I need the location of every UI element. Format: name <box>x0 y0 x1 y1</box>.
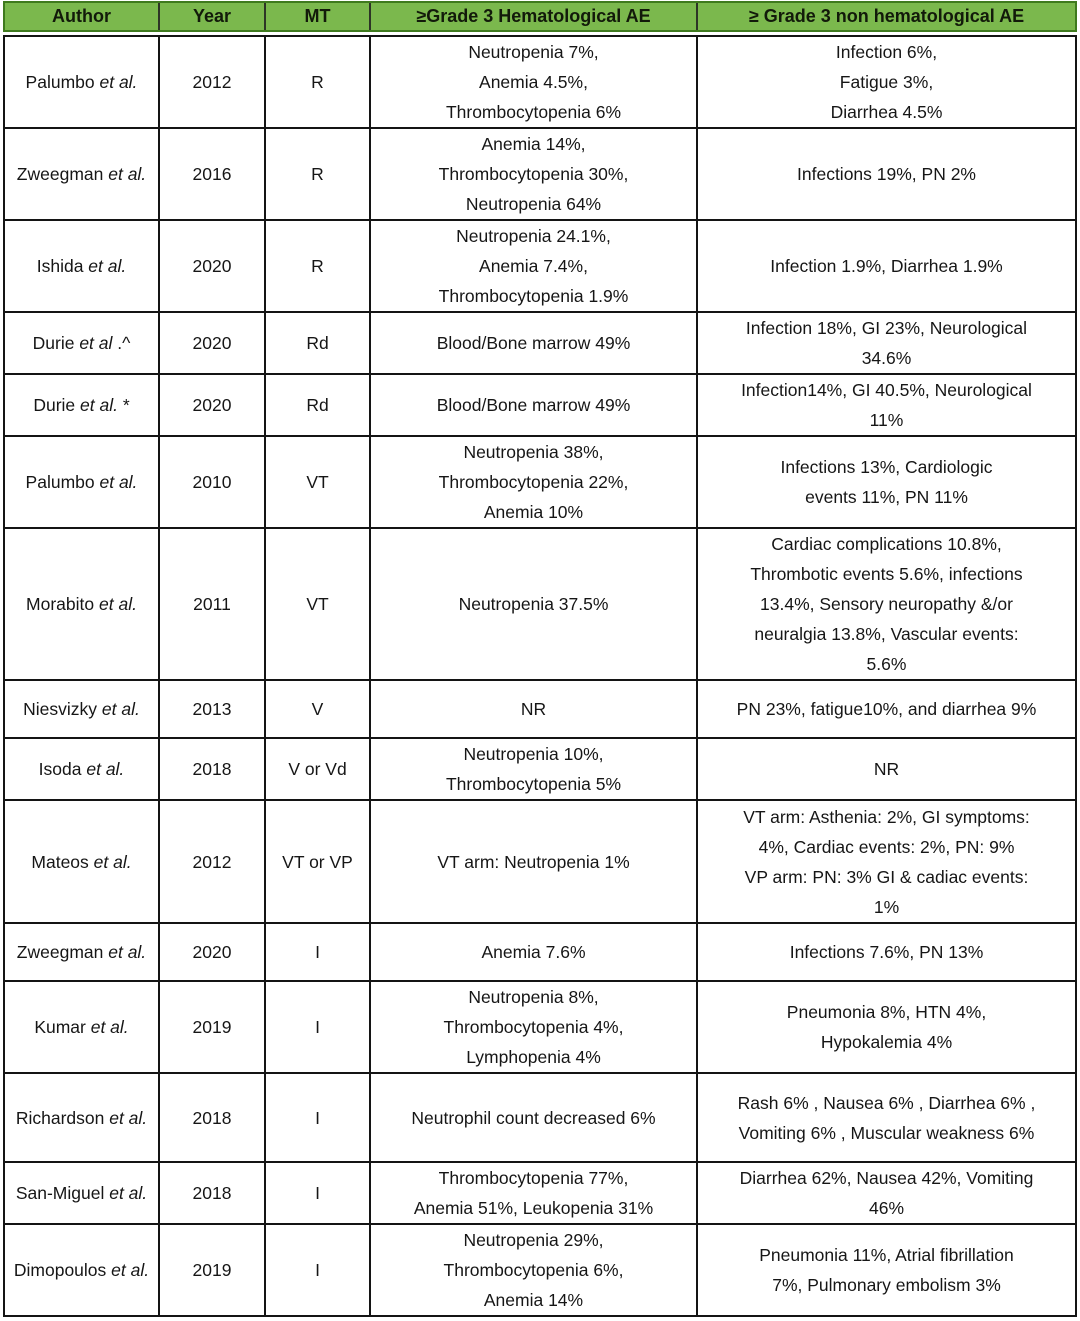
hematological-ae-cell <box>370 800 697 923</box>
ae-line: Vomiting 6% , Muscular weakness 6% <box>738 1122 1035 1143</box>
non-hematological-ae-cell <box>697 1162 1076 1224</box>
hematological-ae-cell <box>370 738 697 800</box>
ae-line: Diarrhea 4.5% <box>830 102 943 122</box>
hematological-ae-cell <box>370 923 697 981</box>
ae-line: Thrombocytopenia 6% <box>445 102 622 122</box>
author-cell <box>4 128 159 220</box>
author-et-al: et al. <box>101 699 140 719</box>
author-et-al: et al. <box>99 472 138 492</box>
mt-cell: R <box>265 128 370 220</box>
table-row <box>4 528 1076 680</box>
author-cell <box>4 800 159 923</box>
adverse-events-table <box>3 1 1077 1317</box>
ae-line: Neutropenia 24.1%, <box>456 226 611 246</box>
author-suffix: .^ <box>112 333 131 353</box>
author-et-al: et al <box>79 333 113 353</box>
author-name: Kumar <box>34 1017 91 1037</box>
author-cell <box>4 312 159 374</box>
author-et-al: et al. <box>108 164 147 184</box>
ae-line: Thrombocytopenia 30%, <box>438 164 629 184</box>
ae-line: Neutropenia 38%, <box>463 442 604 462</box>
author-et-al: et al. <box>108 942 147 962</box>
mt-cell: VT or VP <box>265 800 370 923</box>
ae-line: Rash 6% , Nausea 6% , Diarrhea 6% , <box>737 1092 1036 1113</box>
ae-line: Thrombotic events 5.6%, infections <box>750 564 1023 584</box>
author-name: Isoda <box>38 759 87 779</box>
ae-line: VP arm: PN: 3% GI & cadiac events: <box>744 866 1029 887</box>
ae-line: VT arm: Neutropenia 1% <box>437 851 630 872</box>
ae-line: Cardiac complications 10.8%, <box>771 534 1002 554</box>
author-cell <box>4 36 159 128</box>
ae-line: Anemia 4.5%, <box>479 72 588 92</box>
ae-line: Anemia 14%, <box>481 134 586 154</box>
mt-cell: R <box>265 36 370 128</box>
year-cell: 2012 <box>159 800 265 923</box>
ae-line: Neutropenia 8%, <box>468 987 599 1007</box>
author-name: Palumbo <box>25 472 100 492</box>
author-et-al: et al. <box>90 1017 129 1037</box>
ae-line: Fatigue 3%, <box>839 72 934 92</box>
table-row <box>4 1162 1076 1224</box>
author-name: Mateos <box>31 851 94 872</box>
ae-line: Blood/Bone marrow 49% <box>436 333 631 353</box>
ae-line: Anemia 51%, Leukopenia 31% <box>413 1198 654 1218</box>
author-et-al: et al. <box>88 256 127 276</box>
ae-line: Thrombocytopenia 6%, <box>443 1260 624 1280</box>
table-row <box>4 680 1076 738</box>
table-header-row <box>3 1 1077 32</box>
mt-cell: I <box>265 1073 370 1162</box>
mt-cell: VT <box>265 528 370 680</box>
hematological-ae-cell <box>370 312 697 374</box>
author-cell <box>4 1162 159 1224</box>
table-row <box>4 128 1076 220</box>
mt-cell: Rd <box>265 374 370 436</box>
author-name: San-Miguel <box>15 1183 110 1203</box>
ae-line: Hypokalemia 4% <box>820 1032 953 1052</box>
author-et-al: et al. <box>93 851 132 872</box>
table-row <box>4 1073 1076 1162</box>
author-name: Morabito <box>26 594 99 614</box>
column-header-year: Year <box>160 3 266 30</box>
table-body-grid <box>3 35 1077 1317</box>
ae-line: Blood/Bone marrow 49% <box>436 395 631 415</box>
author-et-al: et al. <box>86 759 125 779</box>
author-suffix: * <box>117 395 130 415</box>
author-name: Palumbo <box>25 72 100 92</box>
table-row <box>4 374 1076 436</box>
ae-line: Thrombocytopenia 77%, <box>438 1168 629 1188</box>
column-header-non-hematological-ae: ≥ Grade 3 non hematological AE <box>748 6 1025 26</box>
hematological-ae-cell <box>370 528 697 680</box>
author-cell <box>4 738 159 800</box>
table-row <box>4 436 1076 528</box>
column-header-mt: MT <box>266 3 371 30</box>
ae-line: neuralgia 13.8%, Vascular events: <box>754 624 1019 644</box>
hematological-ae-cell <box>370 374 697 436</box>
ae-line: Thrombocytopenia 1.9% <box>438 286 629 306</box>
ae-line: NR <box>520 699 547 719</box>
non-hematological-ae-cell <box>697 436 1076 528</box>
table-row <box>4 1224 1076 1316</box>
ae-line: Neutropenia 7%, <box>468 42 599 62</box>
ae-line: Thrombocytopenia 22%, <box>438 472 629 492</box>
non-hematological-ae-cell <box>697 981 1076 1073</box>
year-cell: 2018 <box>159 738 265 800</box>
ae-line: Infection 18%, GI 23%, Neurological <box>745 318 1028 338</box>
author-et-al: et al. <box>111 1260 150 1280</box>
mt-cell: Rd <box>265 312 370 374</box>
ae-line: 34.6% <box>861 348 912 368</box>
author-et-al: et al. <box>109 1183 148 1203</box>
ae-line: Anemia 10% <box>483 502 584 522</box>
author-name: Dimopoulos <box>13 1260 112 1280</box>
author-name: Zweegman <box>16 942 109 962</box>
ae-line: Thrombocytopenia 5% <box>445 774 622 794</box>
ae-line: 11% <box>869 410 904 430</box>
year-cell: 2016 <box>159 128 265 220</box>
hematological-ae-cell <box>370 1224 697 1316</box>
ae-line: Infection 6%, <box>835 42 938 62</box>
author-name: Durie <box>33 395 81 415</box>
mt-cell: V or Vd <box>265 738 370 800</box>
hematological-ae-cell <box>370 36 697 128</box>
table-row <box>4 312 1076 374</box>
non-hematological-ae-cell <box>697 680 1076 738</box>
author-name: Durie <box>32 333 80 353</box>
ae-line: Infections 7.6%, PN 13% <box>789 942 984 962</box>
ae-line: 4%, Cardiac events: 2%, PN: 9% <box>758 836 1015 857</box>
year-cell: 2020 <box>159 923 265 981</box>
hematological-ae-cell <box>370 220 697 312</box>
ae-line: events 11%, PN 11% <box>805 487 968 507</box>
ae-line: Neutropenia 29%, <box>463 1230 604 1250</box>
author-et-al: et al. <box>99 72 138 92</box>
ae-line: Neutropenia 37.5% <box>458 594 609 614</box>
year-cell: 2018 <box>159 1162 265 1224</box>
mt-cell: I <box>265 981 370 1073</box>
non-hematological-ae-cell <box>697 800 1076 923</box>
author-cell <box>4 680 159 738</box>
table-row <box>4 981 1076 1073</box>
ae-line: 46% <box>868 1198 905 1218</box>
year-cell: 2010 <box>159 436 265 528</box>
author-name: Ishida <box>36 256 89 276</box>
ae-line: Thrombocytopenia 4%, <box>443 1017 624 1037</box>
ae-line: 5.6% <box>866 654 907 674</box>
author-name: Richardson <box>15 1107 110 1128</box>
mt-cell: V <box>265 680 370 738</box>
ae-line: Infection14%, GI 40.5%, Neurological <box>741 380 1032 400</box>
ae-line: Pneumonia 11%, Atrial fibrillation <box>759 1245 1014 1265</box>
hematological-ae-cell <box>370 680 697 738</box>
author-cell <box>4 436 159 528</box>
hematological-ae-cell <box>370 1073 697 1162</box>
author-cell <box>4 220 159 312</box>
table-row <box>4 220 1076 312</box>
year-cell: 2020 <box>159 374 265 436</box>
hematological-ae-cell <box>370 981 697 1073</box>
table-row <box>4 36 1076 128</box>
ae-line: Lymphopenia 4% <box>466 1047 601 1067</box>
non-hematological-ae-cell <box>697 220 1076 312</box>
author-name: Niesvizky <box>23 699 102 719</box>
ae-line: NR <box>873 759 900 779</box>
non-hematological-ae-cell <box>697 374 1076 436</box>
mt-cell: I <box>265 1162 370 1224</box>
author-et-al: et al. <box>109 1107 148 1128</box>
mt-cell: I <box>265 1224 370 1316</box>
ae-line: Anemia 7.4%, <box>479 256 588 276</box>
ae-line: VT arm: Asthenia: 2%, GI symptoms: <box>743 806 1030 827</box>
author-name: Zweegman <box>16 164 109 184</box>
year-cell: 2020 <box>159 220 265 312</box>
ae-line: Neutropenia 64% <box>465 194 602 214</box>
hematological-ae-cell <box>370 128 697 220</box>
year-cell: 2020 <box>159 312 265 374</box>
year-cell: 2019 <box>159 981 265 1073</box>
non-hematological-ae-cell <box>697 36 1076 128</box>
non-hematological-ae-cell <box>697 528 1076 680</box>
ae-line: Infections 13%, Cardiologic <box>780 457 993 477</box>
year-cell: 2013 <box>159 680 265 738</box>
non-hematological-ae-cell <box>697 312 1076 374</box>
table-body <box>4 36 1076 1316</box>
ae-line: Neutrophil count decreased 6% <box>411 1107 656 1128</box>
ae-line: Infection 1.9%, Diarrhea 1.9% <box>770 256 1003 276</box>
table-row <box>4 800 1076 923</box>
mt-cell: I <box>265 923 370 981</box>
author-cell <box>4 1073 159 1162</box>
non-hematological-ae-cell <box>697 1224 1076 1316</box>
table-row <box>4 738 1076 800</box>
year-cell: 2018 <box>159 1073 265 1162</box>
ae-line: Infections 19%, PN 2% <box>797 164 976 184</box>
ae-line: Pneumonia 8%, HTN 4%, <box>786 1002 987 1022</box>
ae-line: Anemia 14% <box>483 1290 584 1310</box>
author-cell <box>4 1224 159 1316</box>
mt-cell: R <box>265 220 370 312</box>
author-et-al: et al. <box>99 594 137 614</box>
column-header-author: Author <box>5 3 160 30</box>
year-cell: 2012 <box>159 36 265 128</box>
author-cell <box>4 528 159 680</box>
author-cell <box>4 981 159 1073</box>
author-et-al: et al. <box>80 395 118 415</box>
ae-line: 13.4%, Sensory neuropathy &/or <box>760 594 1013 614</box>
table-row <box>4 923 1076 981</box>
mt-cell: VT <box>265 436 370 528</box>
ae-line: Neutropenia 10%, <box>463 744 604 764</box>
author-cell <box>4 374 159 436</box>
year-cell: 2019 <box>159 1224 265 1316</box>
ae-line: Diarrhea 62%, Nausea 42%, Vomiting <box>739 1168 1034 1188</box>
hematological-ae-cell <box>370 436 697 528</box>
year-cell: 2011 <box>159 528 265 680</box>
non-hematological-ae-cell <box>697 1073 1076 1162</box>
ae-line: Anemia 7.6% <box>481 942 586 962</box>
non-hematological-ae-cell <box>697 923 1076 981</box>
author-cell <box>4 923 159 981</box>
ae-line: PN 23%, fatigue10%, and diarrhea 9% <box>736 699 1037 719</box>
non-hematological-ae-cell <box>697 128 1076 220</box>
hematological-ae-cell <box>370 1162 697 1224</box>
non-hematological-ae-cell <box>697 738 1076 800</box>
ae-line: 7%, Pulmonary embolism 3% <box>772 1275 1001 1295</box>
ae-line: 1% <box>873 896 900 917</box>
column-header-hematological-ae: ≥Grade 3 Hematological AE <box>371 3 698 30</box>
